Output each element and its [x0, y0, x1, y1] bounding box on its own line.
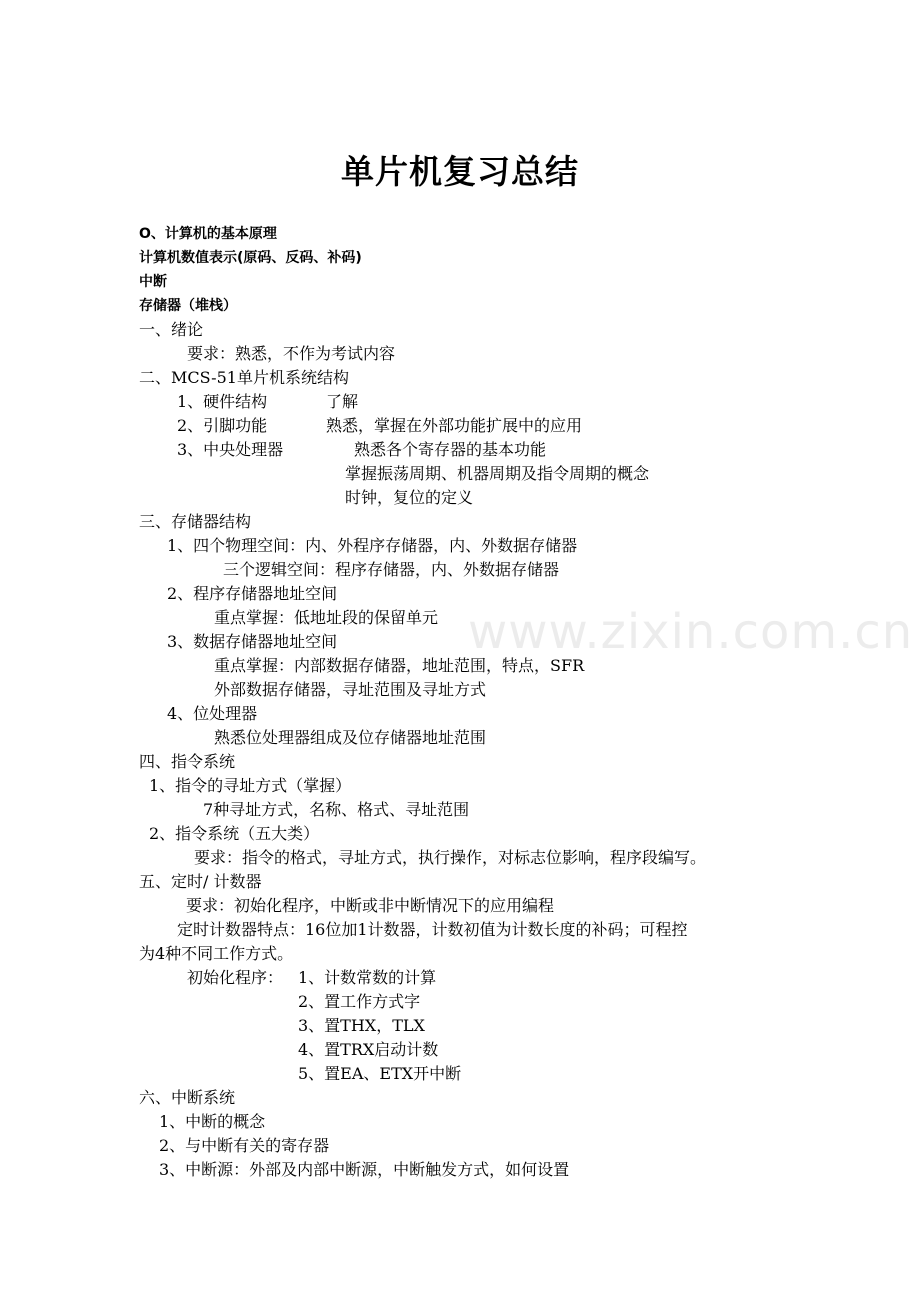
init-step: 4、置TRX启动计数: [298, 1040, 439, 1059]
item-note: 熟悉各个寄存器的基本功能: [354, 440, 547, 459]
section-heading: 五、定时/ 计数器: [139, 872, 262, 891]
item-note: 了解: [326, 392, 359, 411]
section-heading: 六、中断系统: [139, 1088, 236, 1107]
page-title: 单片机复习总结: [341, 152, 579, 191]
item-note: 熟悉位处理器组成及位存储器地址范围: [214, 728, 487, 747]
intro-line: O、计算机的基本原理: [139, 226, 277, 242]
list-item: 2、引脚功能: [177, 416, 268, 435]
section-heading: 二、MCS-51单片机系统结构: [139, 368, 349, 387]
list-item: 1、硬件结构: [177, 392, 268, 411]
init-step: 3、置THX，TLX: [298, 1016, 425, 1035]
watermark: www.zixin.com.cn: [468, 604, 914, 660]
requirement-text: 要求：初始化程序，中断或非中断情况下的应用编程: [186, 896, 555, 915]
list-item: 3、中央处理器: [177, 440, 284, 459]
list-item: 2、与中断有关的寄存器: [159, 1136, 330, 1155]
item-note: 重点掌握：内部数据存储器，地址范围，特点，SFR: [214, 656, 585, 675]
requirement-text: 要求：熟悉，不作为考试内容: [187, 344, 396, 363]
init-step: 1、计数常数的计算: [298, 968, 437, 987]
item-note: 重点掌握：低地址段的保留单元: [214, 608, 439, 627]
list-item: 2、指令系统（五大类）: [149, 824, 320, 843]
item-note: 外部数据存储器，寻址范围及寻址方式: [214, 680, 487, 699]
list-item: 2、程序存储器地址空间: [167, 584, 338, 603]
list-item: 1、指令的寻址方式（掌握）: [149, 776, 352, 795]
item-note: 掌握振荡周期、机器周期及指令周期的概念: [345, 464, 650, 483]
item-note: 7种寻址方式，名称、格式、寻址范围: [203, 800, 470, 819]
feature-text: 定时计数器特点：16位加1计数器，计数初值为计数长度的补码；可程控: [177, 920, 688, 939]
item-note: 熟悉，掌握在外部功能扩展中的应用: [326, 416, 583, 435]
list-item: 3、数据存储器地址空间: [167, 632, 338, 651]
list-item: 3、中断源：外部及内部中断源，中断触发方式，如何设置: [159, 1160, 570, 1179]
list-item: 1、四个物理空间：内、外程序存储器，内、外数据存储器: [167, 536, 578, 555]
init-step: 5、置EA、ETX开中断: [298, 1064, 462, 1083]
intro-line: 中断: [139, 274, 167, 290]
section-heading: 一、绪论: [139, 320, 204, 339]
intro-line: 计算机数值表示(原码、反码、补码): [139, 250, 362, 266]
section-heading: 四、指令系统: [139, 752, 236, 771]
item-note: 要求：指令的格式，寻址方式，执行操作，对标志位影响，程序段编写。: [194, 848, 707, 867]
list-item: 1、中断的概念: [159, 1112, 266, 1131]
init-step: 2、置工作方式字: [298, 992, 421, 1011]
list-item: 4、位处理器: [167, 704, 258, 723]
item-note: 时钟，复位的定义: [345, 488, 474, 507]
intro-line: 存储器（堆栈）: [139, 298, 237, 314]
item-note: 三个逻辑空间：程序存储器，内、外数据存储器: [223, 560, 560, 579]
section-heading: 三、存储器结构: [139, 512, 252, 531]
feature-text-cont: 为4种不同工作方式。: [139, 944, 294, 963]
init-label: 初始化程序：: [187, 968, 284, 987]
